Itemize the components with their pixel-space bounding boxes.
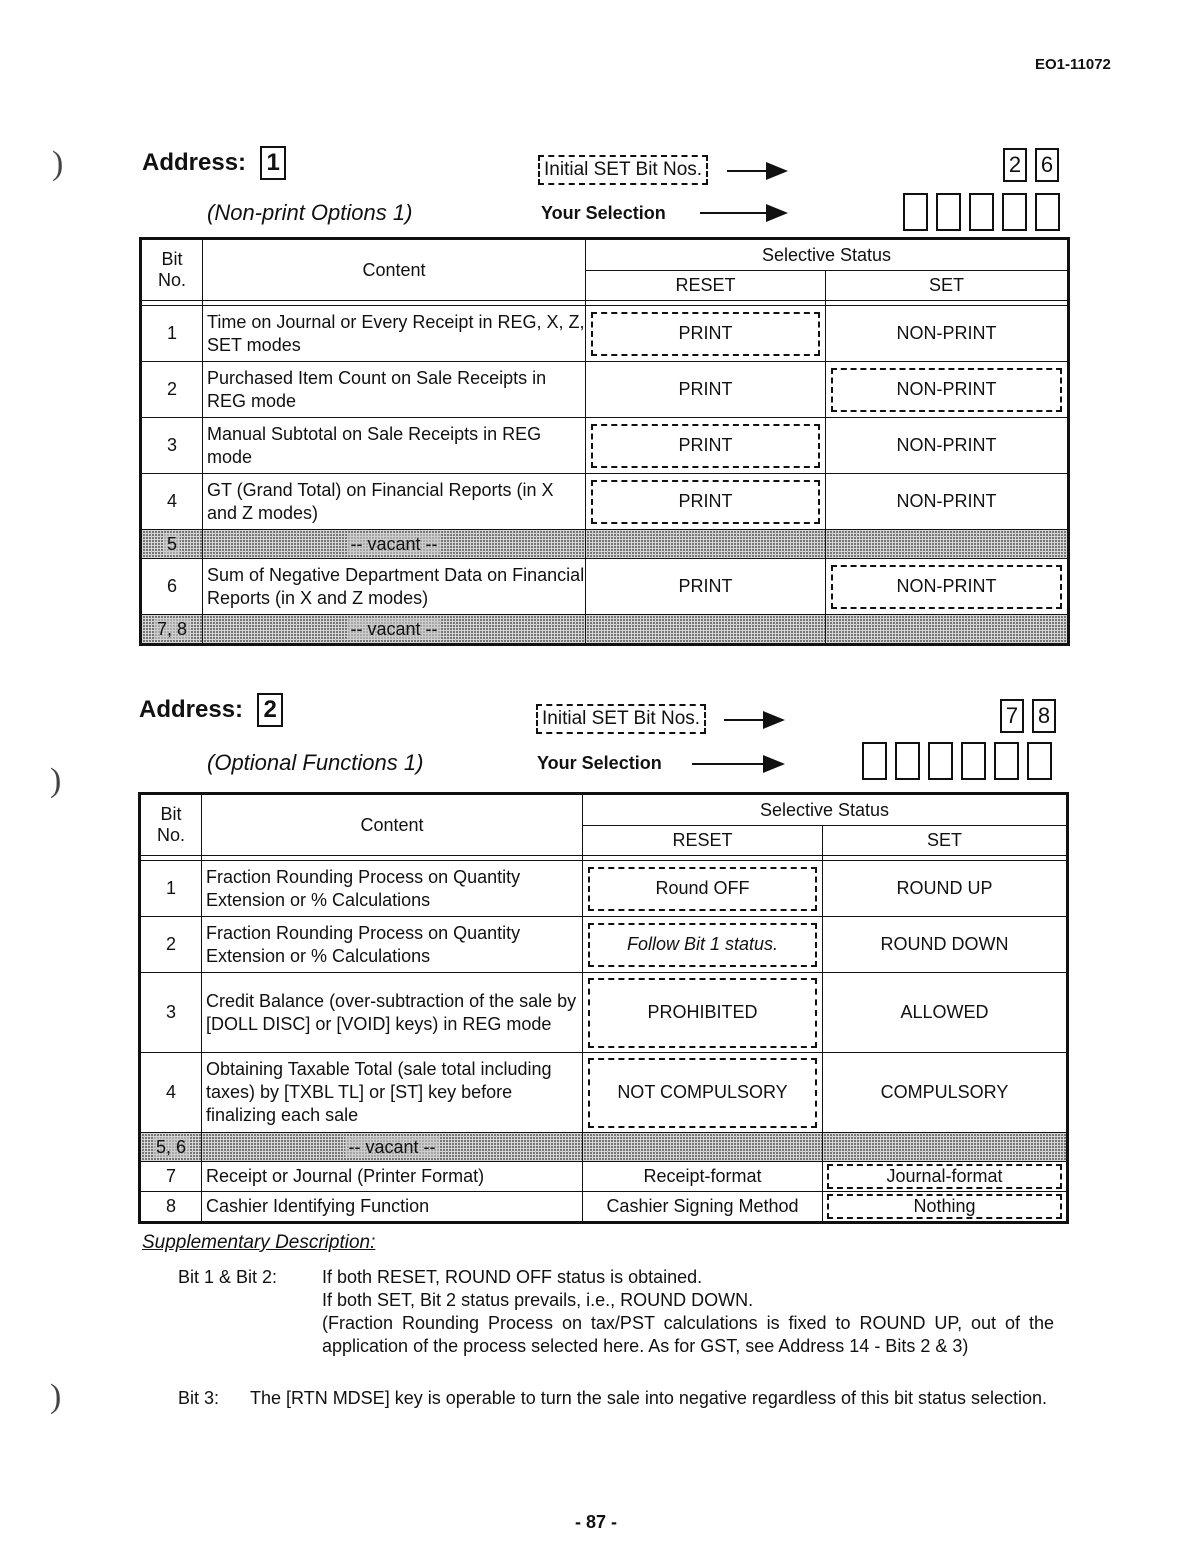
binder-hole-mark: ) xyxy=(52,145,64,182)
selection-input-box[interactable] xyxy=(1035,193,1060,231)
arrow-head-icon xyxy=(763,711,785,729)
reset-status: Cashier Signing Method xyxy=(583,1192,823,1223)
selection-input-box[interactable] xyxy=(903,193,928,231)
reset-status xyxy=(586,418,826,474)
bit-number: 1 xyxy=(141,306,203,362)
initial-bit-box: 2 xyxy=(1003,148,1027,182)
bit-content: Credit Balance (over-subtraction of the sale by [DOLL DISC] or [VOID] keys) in REG mode xyxy=(202,973,583,1053)
vacant-row xyxy=(141,530,1069,559)
initial-set-label: Initial SET Bit Nos. xyxy=(536,704,706,734)
bit-number: 4 xyxy=(140,1053,202,1133)
arrow-icon xyxy=(724,719,766,721)
selective-status-header: Selective Status xyxy=(586,239,1069,271)
note-line: The [RTN MDSE] key is operable to turn the sale into negative regardless of this bit status selection. xyxy=(250,1388,1048,1408)
bit-content: Fraction Rounding Process on Quantity Extension or % Calculations xyxy=(202,917,583,973)
content-header: Content xyxy=(202,794,583,856)
set-status xyxy=(826,362,1069,418)
reset-status xyxy=(583,1053,823,1133)
reset-status xyxy=(583,917,823,973)
bit-content: Obtaining Taxable Total (sale total including taxes) by [TXBL TL] or [ST] key before finalizing each sale xyxy=(202,1053,583,1133)
content-header: Content xyxy=(203,239,586,301)
bit-table-address-2 xyxy=(138,792,1069,1224)
binder-hole-mark: ) xyxy=(50,1378,62,1415)
initial-bit-box: 7 xyxy=(1000,699,1024,733)
selection-input-box[interactable] xyxy=(936,193,961,231)
selection-boxes xyxy=(862,742,1052,780)
bit-number: 2 xyxy=(140,917,202,973)
bit-row xyxy=(141,474,1069,530)
bit-row xyxy=(140,1192,1068,1223)
note-body xyxy=(322,1266,1054,1358)
address-label: Address: xyxy=(139,696,244,723)
selective-status-header: Selective Status xyxy=(583,794,1068,826)
bit-number: 7, 8 xyxy=(141,615,203,645)
address-label: Address: xyxy=(142,149,247,176)
vacant-label: -- vacant -- xyxy=(202,1133,583,1162)
vacant-label: -- vacant -- xyxy=(203,615,586,645)
bit-content: Manual Subtotal on Sale Receipts in REG mode xyxy=(203,418,586,474)
bit-number: 3 xyxy=(141,418,203,474)
initial-status-marker: Nothing xyxy=(827,1194,1062,1219)
note-line: (Fraction Rounding Process on tax/PST calculations is fixed to ROUND UP, out of the application of the process selected here. As for GST, see Address 14 - Bits 2 & 3) xyxy=(322,1313,1054,1356)
set-header: SET xyxy=(823,826,1068,856)
arrow-icon xyxy=(727,170,769,172)
note-label: Bit 1 & Bit 2: xyxy=(178,1267,278,1287)
bit-content: Sum of Negative Department Data on Financial Reports (in X and Z modes) xyxy=(203,559,586,615)
bit-number: 5, 6 xyxy=(140,1133,202,1162)
set-status xyxy=(826,559,1069,615)
selection-input-box[interactable] xyxy=(1027,742,1052,780)
initial-set-bits xyxy=(1003,148,1059,182)
bit-row xyxy=(141,418,1069,474)
initial-status-marker: Round OFF xyxy=(588,867,817,911)
set-status: ROUND DOWN xyxy=(823,917,1068,973)
bit-content: Purchased Item Count on Sale Receipts in REG mode xyxy=(203,362,586,418)
note-line: If both RESET, ROUND OFF status is obtained. xyxy=(322,1267,703,1287)
reset-status xyxy=(586,306,826,362)
bit-number: 8 xyxy=(140,1192,202,1223)
selection-input-box[interactable] xyxy=(969,193,994,231)
vacant-cell xyxy=(826,615,1069,645)
set-status: ALLOWED xyxy=(823,973,1068,1053)
reset-status: PRINT xyxy=(586,362,826,418)
initial-status-marker: PRINT xyxy=(591,312,820,356)
bit-number: 1 xyxy=(140,861,202,917)
selection-input-box[interactable] xyxy=(961,742,986,780)
reset-header: RESET xyxy=(586,271,826,301)
initial-bit-box: 8 xyxy=(1032,699,1056,733)
initial-status-marker: Journal-format xyxy=(827,1164,1062,1189)
initial-set-label: Initial SET Bit Nos. xyxy=(538,155,708,185)
binder-hole-mark: ) xyxy=(50,762,62,799)
arrow-icon xyxy=(692,763,766,765)
bit-number: 7 xyxy=(140,1162,202,1192)
bit-number: 4 xyxy=(141,474,203,530)
bit-row xyxy=(140,917,1068,973)
initial-status-marker: NON-PRINT xyxy=(831,565,1062,609)
supplementary-title: Supplementary Description: xyxy=(142,1232,376,1253)
bit-content: GT (Grand Total) on Financial Reports (in X and Z modes) xyxy=(203,474,586,530)
vacant-cell xyxy=(823,1133,1068,1162)
bit-number: 5 xyxy=(141,530,203,559)
selection-input-box[interactable] xyxy=(928,742,953,780)
bit-number: 3 xyxy=(140,973,202,1053)
set-status: NON-PRINT xyxy=(826,474,1069,530)
vacant-cell xyxy=(586,530,826,559)
set-header: SET xyxy=(826,271,1069,301)
bit-row xyxy=(141,362,1069,418)
selection-input-box[interactable] xyxy=(1002,193,1027,231)
bit-content: Cashier Identifying Function xyxy=(202,1192,583,1223)
bit-row xyxy=(140,861,1068,917)
bit-table-address-1 xyxy=(139,237,1070,646)
initial-status-marker: Follow Bit 1 status. xyxy=(588,923,817,967)
initial-status-marker: PRINT xyxy=(591,480,820,524)
vacant-row xyxy=(140,1133,1068,1162)
initial-status-marker: PRINT xyxy=(591,424,820,468)
vacant-cell xyxy=(826,530,1069,559)
note-line: If both SET, Bit 2 status prevails, i.e., ROUND DOWN. xyxy=(322,1290,754,1310)
address-2-subtitle: (Optional Functions 1) xyxy=(207,750,424,775)
arrow-head-icon xyxy=(763,755,785,773)
vacant-cell xyxy=(586,615,826,645)
selection-boxes xyxy=(903,193,1060,231)
your-selection-label: Your Selection xyxy=(537,753,662,773)
reset-status xyxy=(586,474,826,530)
address-1-heading xyxy=(142,146,286,180)
page-number: - 87 - xyxy=(575,1512,618,1532)
arrow-head-icon xyxy=(766,204,788,222)
vacant-label: -- vacant -- xyxy=(203,530,586,559)
selection-input-box[interactable] xyxy=(895,742,920,780)
set-status: NON-PRINT xyxy=(826,418,1069,474)
address-number-box: 1 xyxy=(260,146,285,180)
bit-content: Time on Journal or Every Receipt in REG, X, Z, SET modes xyxy=(203,306,586,362)
bit-number: 2 xyxy=(141,362,203,418)
reset-status xyxy=(583,973,823,1053)
bit-number: 6 xyxy=(141,559,203,615)
initial-status-marker: NON-PRINT xyxy=(831,368,1062,412)
set-status: COMPULSORY xyxy=(823,1053,1068,1133)
bit-row xyxy=(140,973,1068,1053)
initial-status-marker: PROHIBITED xyxy=(588,978,817,1048)
set-status xyxy=(823,1162,1068,1192)
bit-row xyxy=(140,1162,1068,1192)
address-number-box: 2 xyxy=(257,693,282,727)
bit-row xyxy=(141,559,1069,615)
note-label: Bit 3: xyxy=(178,1388,220,1408)
document-id: EO1-11072 xyxy=(1035,56,1111,73)
vacant-cell xyxy=(583,1133,823,1162)
arrow-icon xyxy=(700,212,769,214)
bit-no-header: Bit No. xyxy=(141,239,203,301)
reset-status: PRINT xyxy=(586,559,826,615)
bit-row xyxy=(141,306,1069,362)
address-1-subtitle: (Non-print Options 1) xyxy=(207,200,413,225)
set-status: NON-PRINT xyxy=(826,306,1069,362)
initial-status-marker: NOT COMPULSORY xyxy=(588,1058,817,1128)
selection-input-box[interactable] xyxy=(994,742,1019,780)
bit-no-header: Bit No. xyxy=(140,794,202,856)
bit-row xyxy=(140,1053,1068,1133)
initial-set-bits xyxy=(1000,699,1056,733)
initial-bit-box: 6 xyxy=(1035,148,1059,182)
bit-content: Receipt or Journal (Printer Format) xyxy=(202,1162,583,1192)
set-status xyxy=(823,1192,1068,1223)
selection-input-box[interactable] xyxy=(862,742,887,780)
set-status: ROUND UP xyxy=(823,861,1068,917)
bit-content: Fraction Rounding Process on Quantity Extension or % Calculations xyxy=(202,861,583,917)
vacant-row xyxy=(141,615,1069,645)
reset-status xyxy=(583,861,823,917)
reset-status: Receipt-format xyxy=(583,1162,823,1192)
reset-header: RESET xyxy=(583,826,823,856)
your-selection-label: Your Selection xyxy=(541,203,666,223)
address-2-heading xyxy=(139,693,283,727)
arrow-head-icon xyxy=(766,162,788,180)
